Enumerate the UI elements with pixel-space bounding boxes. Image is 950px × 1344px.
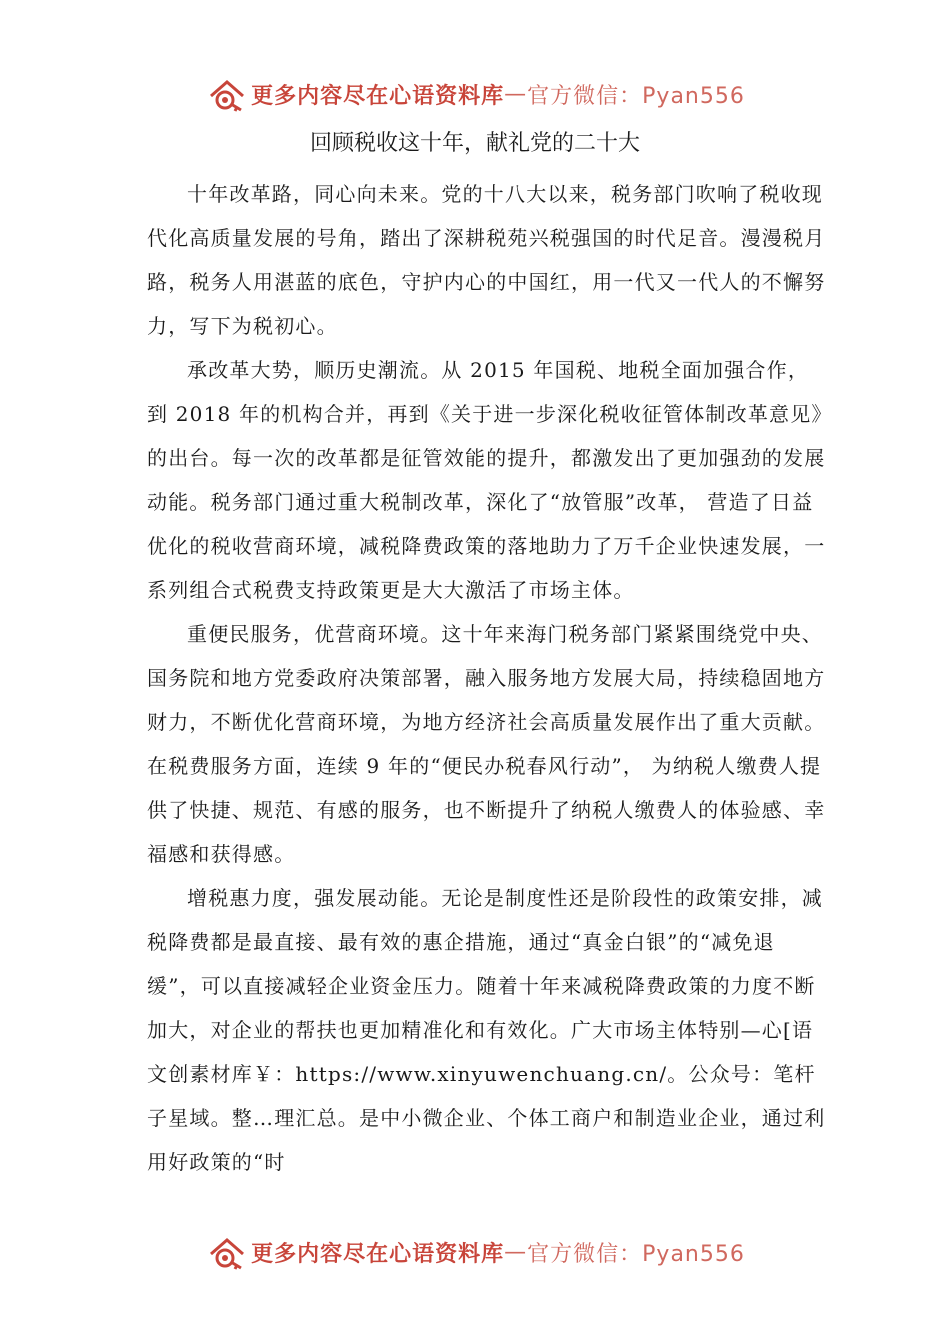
banner-wechat-text: 官方微信：Pyan556	[527, 1241, 745, 1267]
document-body	[147, 172, 827, 1184]
paragraph: 增税惠力度，强发展动能。无论是制度性还是阶段性的政策安排，减税降费都是最直接、最有效的惠企措施，通过“真金白银”的“减免退缓”，可以直接减轻企业资金压力。随着十年来减税降费政策的力度不断加大，对企业的帮扶也更加精准化和有效化。广大市场主体特别—心[语文创素材库￥：https://www.xinyuwenchuang.cn/。公众号：笔杆子星域。整…理汇总。是中小微企业、个体工商户和制造业企业，通过利用好政策的“时	[147, 886, 826, 1174]
paragraph: 承改革大势，顺历史潮流。从 2015 年国税、地税全面加强合作，到 2018 年的机构合并，再到《关于进一步深化税收征管体制改革意见》的出台。每一次的改革都是征管效能的提升，都激发出了更加强劲的发展动能。税务部门通过重大税制改革，深化了“放管服”改革， 营造了日益优化的税收营商环境，减税降费政策的落地助力了万千企业快速发展，一系列组合式税费支持政策更是大大激活了市场主体。	[147, 358, 826, 602]
house-key-logo-icon	[205, 74, 249, 114]
banner-brand-text: 更多内容尽在心语资料库	[251, 83, 505, 109]
banner-wechat-text: 官方微信：Pyan556	[527, 83, 745, 109]
house-key-logo-icon	[205, 1232, 249, 1272]
banner-separator: —	[504, 1239, 528, 1265]
document-title: 回顾税收这十年，献礼党的二十大	[309, 131, 640, 156]
paragraph: 重便民服务，优营商环境。这十年来海门税务部门紧紧围绕党中央、国务院和地方党委政府决策部署，融入服务地方发展大局，持续稳固地方财力，不断优化营商环境，为地方经济社会高质量发展作出了重大贡献。在税费服务方面，连续 9 年的“便民办税春风行动”， 为纳税人缴费人提供了快捷、规范、有感的服务，也不断提升了纳税人缴费人的体验感、幸福感和获得感。	[147, 622, 826, 866]
banner-brand-text: 更多内容尽在心语资料库	[251, 1241, 505, 1267]
banner-separator: —	[504, 81, 528, 107]
footer-watermark-banner	[0, 1230, 950, 1274]
header-watermark-banner	[0, 72, 950, 116]
paragraph: 十年改革路，同心向未来。党的十八大以来，税务部门吹响了税收现代化高质量发展的号角，踏出了深耕税苑兴税强国的时代足音。漫漫税月路，税务人用湛蓝的底色，守护内心的中国红，用一代又一代人的不懈努力，写下为税初心。	[147, 182, 826, 338]
